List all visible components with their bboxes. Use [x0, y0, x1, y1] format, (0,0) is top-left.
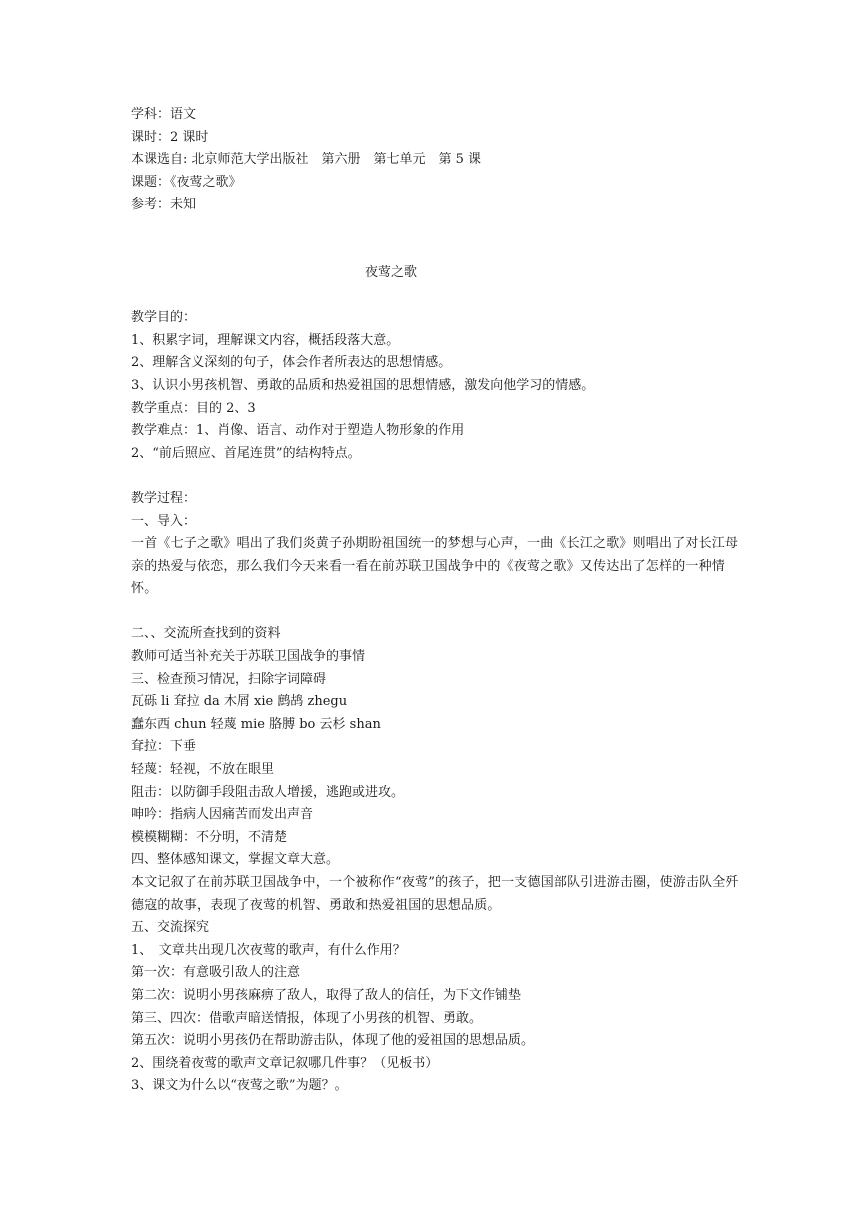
- source-line: 本课选自: 北京师范大学出版社 第六册 第七单元 第 5 课: [131, 152, 482, 168]
- spacer: [131, 601, 741, 624]
- spacer: [131, 465, 741, 488]
- definition-line: 阻击：以防御手段阻击敌人增援，逃跑或进攻。: [131, 784, 405, 800]
- answer-line: 第二次：说明小男孩麻痹了敌人，取得了敌人的信任，为下文作铺垫: [131, 987, 522, 1003]
- section-4-text: 本文记叙了在前苏联卫国战争中，一个被称作“夜莺”的孩子，把一支德国部队引进游击圈，使游击队全歼德寇的故事，表现了夜莺的机智、勇敢和热爱祖国的思想品质。: [131, 875, 739, 913]
- answer-line: 第一次：有意吸引敌人的注意: [131, 965, 301, 981]
- answer-line: 第五次：说明小男孩仍在帮助游击队，体现了他的爱祖国的思想品质。: [131, 1033, 535, 1049]
- answer-line: 第三、四次：借歌声暗送情报，体现了小男孩的机智、勇敢。: [131, 1010, 483, 1026]
- section-2-text: 教师可适当补充关于苏联卫国战争的事情: [131, 649, 366, 665]
- difficulty-1: 教学难点：1、肖像、语言、动作对于塑造人物形象的作用: [131, 423, 465, 439]
- question-3: 3、课文为什么以“夜莺之歌”为题？。: [131, 1078, 348, 1094]
- definition-line: 呻吟：指病人因痛苦而发出声音: [131, 807, 314, 823]
- process-heading: 教学过程：: [131, 490, 197, 506]
- reference-line: 参考：未知: [131, 197, 197, 213]
- goal-item: 2、理解含义深刻的句子，体会作者所表达的思想情感。: [131, 355, 452, 371]
- question-2: 2、围绕着夜莺的歌声文章记叙哪几件事？（见板书）: [131, 1055, 439, 1071]
- definition-line: 耷拉：下垂: [131, 739, 197, 755]
- spacer: [131, 285, 741, 308]
- vocab-line: 蠢东西 chun 轻蔑 mie 胳膊 bo 云杉 shan: [131, 716, 381, 732]
- goals-heading: 教学目的：: [131, 310, 197, 326]
- definition-line: 轻蔑：轻视，不放在眼里: [131, 762, 275, 778]
- section-3-heading: 三、检查预习情况，扫除字词障碍: [131, 671, 327, 687]
- topic-line: 课题：《夜莺之歌》: [131, 174, 242, 190]
- section-1-heading: 一、导入：: [131, 513, 197, 529]
- section-5-heading: 五、交流探究: [131, 920, 210, 936]
- section-1-text: 一首《七子之歌》唱出了我们炎黄子孙期盼祖国统一的梦想与心声，一曲《长江之歌》则唱出了对长江母亲的热爱与依恋，那么我们今天来看一看在前苏联卫国战争中的《夜莺之歌》又传达出了怎样的一种情怀。: [131, 536, 739, 597]
- section-4-heading: 四、整体感知课文，掌握文章大意。: [131, 852, 340, 868]
- spacer: [131, 217, 741, 262]
- question-1: 1、 文章共出现几次夜莺的歌声，有什么作用？: [131, 942, 406, 958]
- subject-line: 学科：语文: [131, 107, 197, 122]
- hours-line: 课时：2 课时: [131, 129, 209, 145]
- document-page: [131, 104, 741, 1098]
- definition-line: 模模糊糊：不分明，不清楚: [131, 829, 288, 845]
- key-points: 教学重点：目的 2、3: [131, 400, 256, 416]
- goal-item: 1、积累字词，理解课文内容，概括段落大意。: [131, 332, 400, 348]
- difficulty-2: 2、“前后照应、首尾连贯”的结构特点。: [131, 445, 361, 461]
- vocab-line: 瓦砾 li 耷拉 da 木屑 xie 鹧鸪 zhegu: [131, 694, 348, 710]
- goal-item: 3、认识小男孩机智、勇敢的品质和热爱祖国的思想情感，激发向他学习的情感。: [131, 377, 595, 393]
- section-2-heading: 二、、交流所查找到的资料: [131, 626, 281, 642]
- document-title: 夜莺之歌: [364, 264, 417, 280]
